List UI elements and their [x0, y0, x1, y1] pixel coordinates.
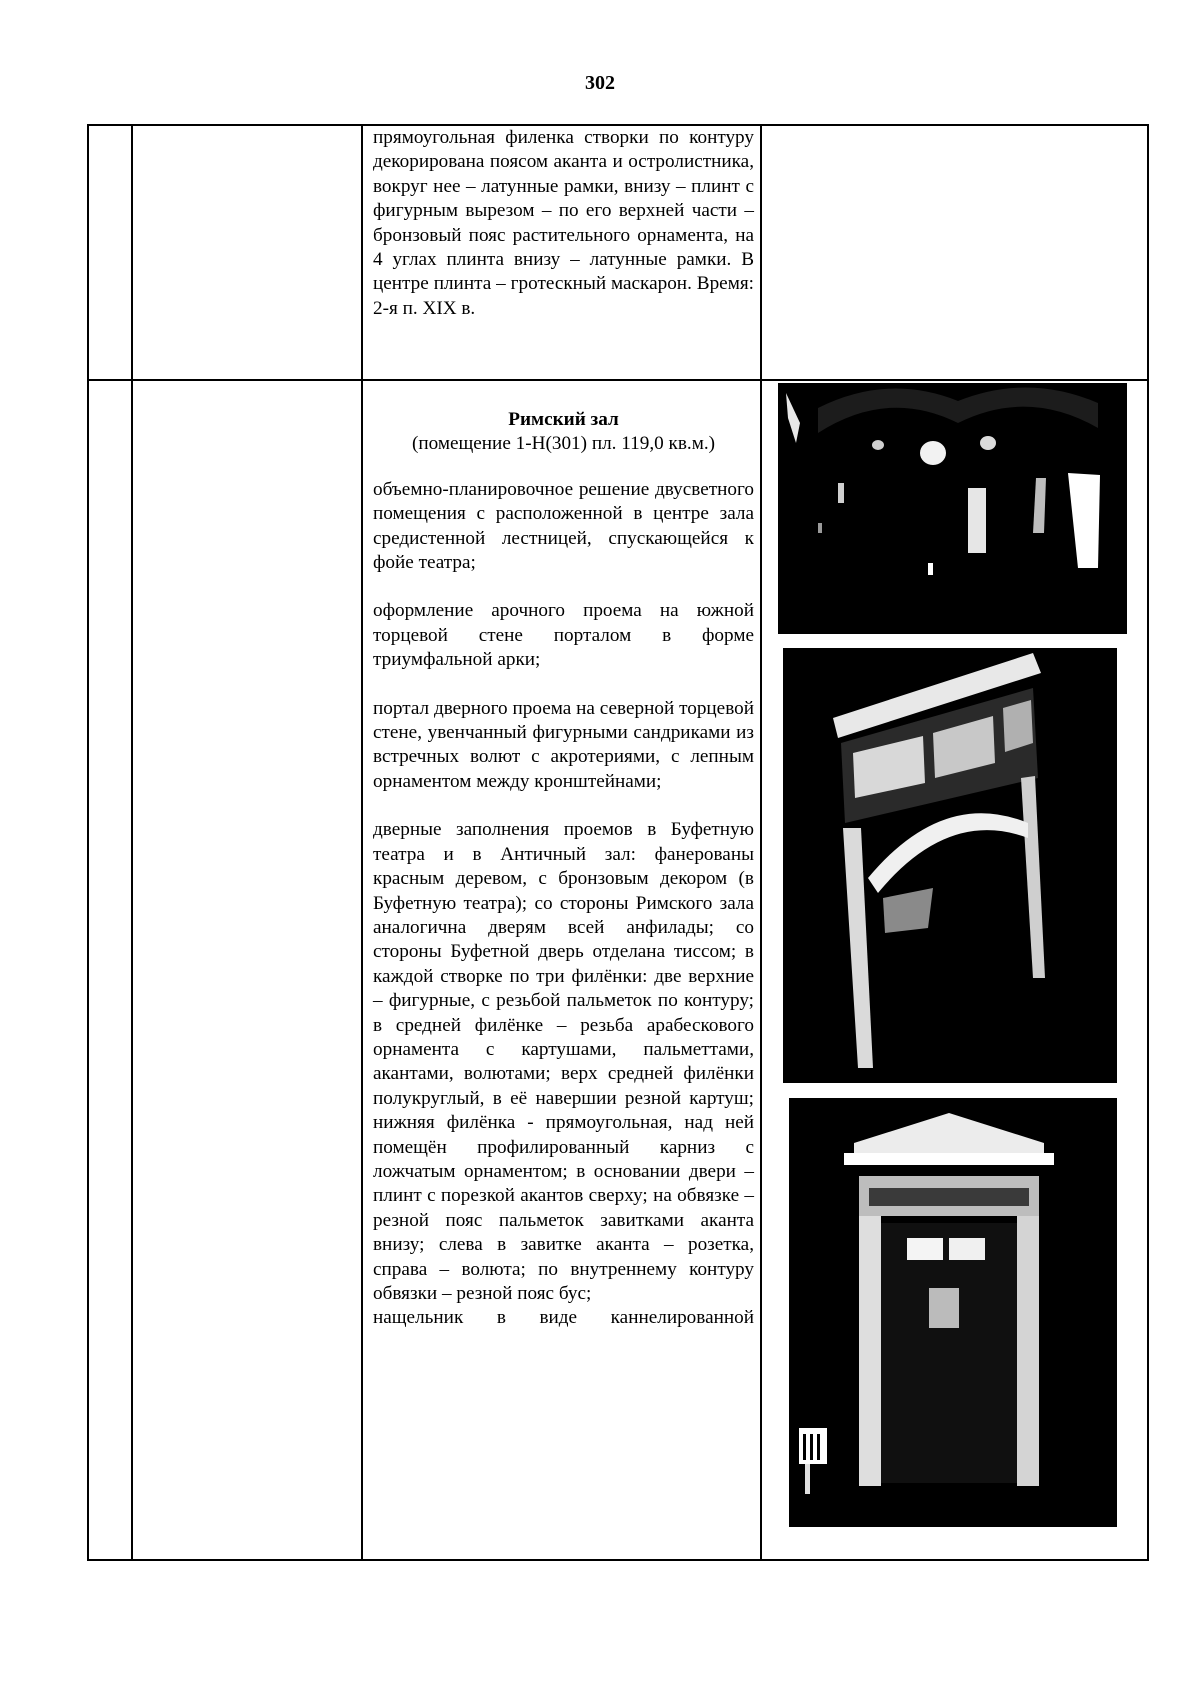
- paragraph-layout: объемно-планировочное решение двусветного помещения с расположенной в центре зала средистенной лестницей, спускающейся к фойе театра;: [373, 478, 754, 574]
- photo-hall-interior-graphic: [778, 383, 1127, 634]
- page-number: 302: [585, 72, 615, 94]
- paragraph-door-fillings: дверные заполнения проемов в Буфетную театра и в Античный зал: фанерованы красным деревом, с бронзовым декором (в Буфетную театра); со стороны Римского зала аналогична дверям всей анфилады; со стороны Буфетной дверь отделана тиссом; в каждой створке по три филёнки: две верхние – фигурные, с резьбой пальметок по контуру; в средней филёнке – резьба арабескового орнамента с картушами, пальметтами, акантами, волютами; верх средней филёнки полукруглый, в её навершии резной картуш; нижняя филёнка - прямоугольная, над ней помещён профилированный карниз с ложчатым орнаментом; в основании двери – плинт с порезкой акантов сверху; на обвязке – резной пояс пальметок завитками аканта внизу; слева в завитке аканта – розетка, справа – волюта; по внутреннему контуру обвязки – резной пояс бус;: [373, 819, 754, 1304]
- room-heading: [373, 408, 754, 457]
- paragraph-door-portal: портал дверного проема на северной торцевой стене, увенчанный фигурными сандриками из встречных волют с акротериями, с лепным орнаментом между кронштейнами;: [373, 697, 754, 792]
- row1-description-text: прямоугольная филенка створки по контуру декорирована поясом аканта и остролистника, вокруг нее – латунные рамки, внизу – плинт с фигурным вырезом – по его верхней части – бронзовый пояс растительного орнамента, на 4 углах плинта внизу – латунные рамки. В центре плинта – гротескный маскарон. Время: 2-я п. XIX в.: [373, 127, 754, 319]
- table-col-divider-2: [361, 124, 363, 1561]
- table-border-right: [1147, 124, 1149, 1561]
- table-row-divider: [87, 379, 1149, 381]
- table-col-divider-1: [131, 124, 133, 1561]
- row1-description: [373, 126, 754, 321]
- row2-description: [373, 408, 754, 1331]
- photo-arch-portal: [783, 648, 1117, 1083]
- paragraph-arch-portal: оформление арочного проема на южной торцевой стене порталом в форме триумфальной арки;: [373, 600, 754, 671]
- photo-arch-portal-graphic: [783, 648, 1117, 1083]
- room-title: Римский зал: [508, 409, 619, 430]
- paragraph-last-line: нащельник в виде каннелированной: [373, 1307, 754, 1329]
- table-col-divider-3: [760, 124, 762, 1561]
- table-border-bottom: [87, 1559, 1149, 1561]
- table-border-left: [87, 124, 89, 1561]
- photo-hall-interior: [778, 383, 1127, 634]
- room-subtitle: (помещение 1-Н(301) пл. 119,0 кв.м.): [411, 433, 716, 455]
- photo-door-portal-graphic: [789, 1098, 1117, 1527]
- photo-door-portal: [789, 1098, 1117, 1527]
